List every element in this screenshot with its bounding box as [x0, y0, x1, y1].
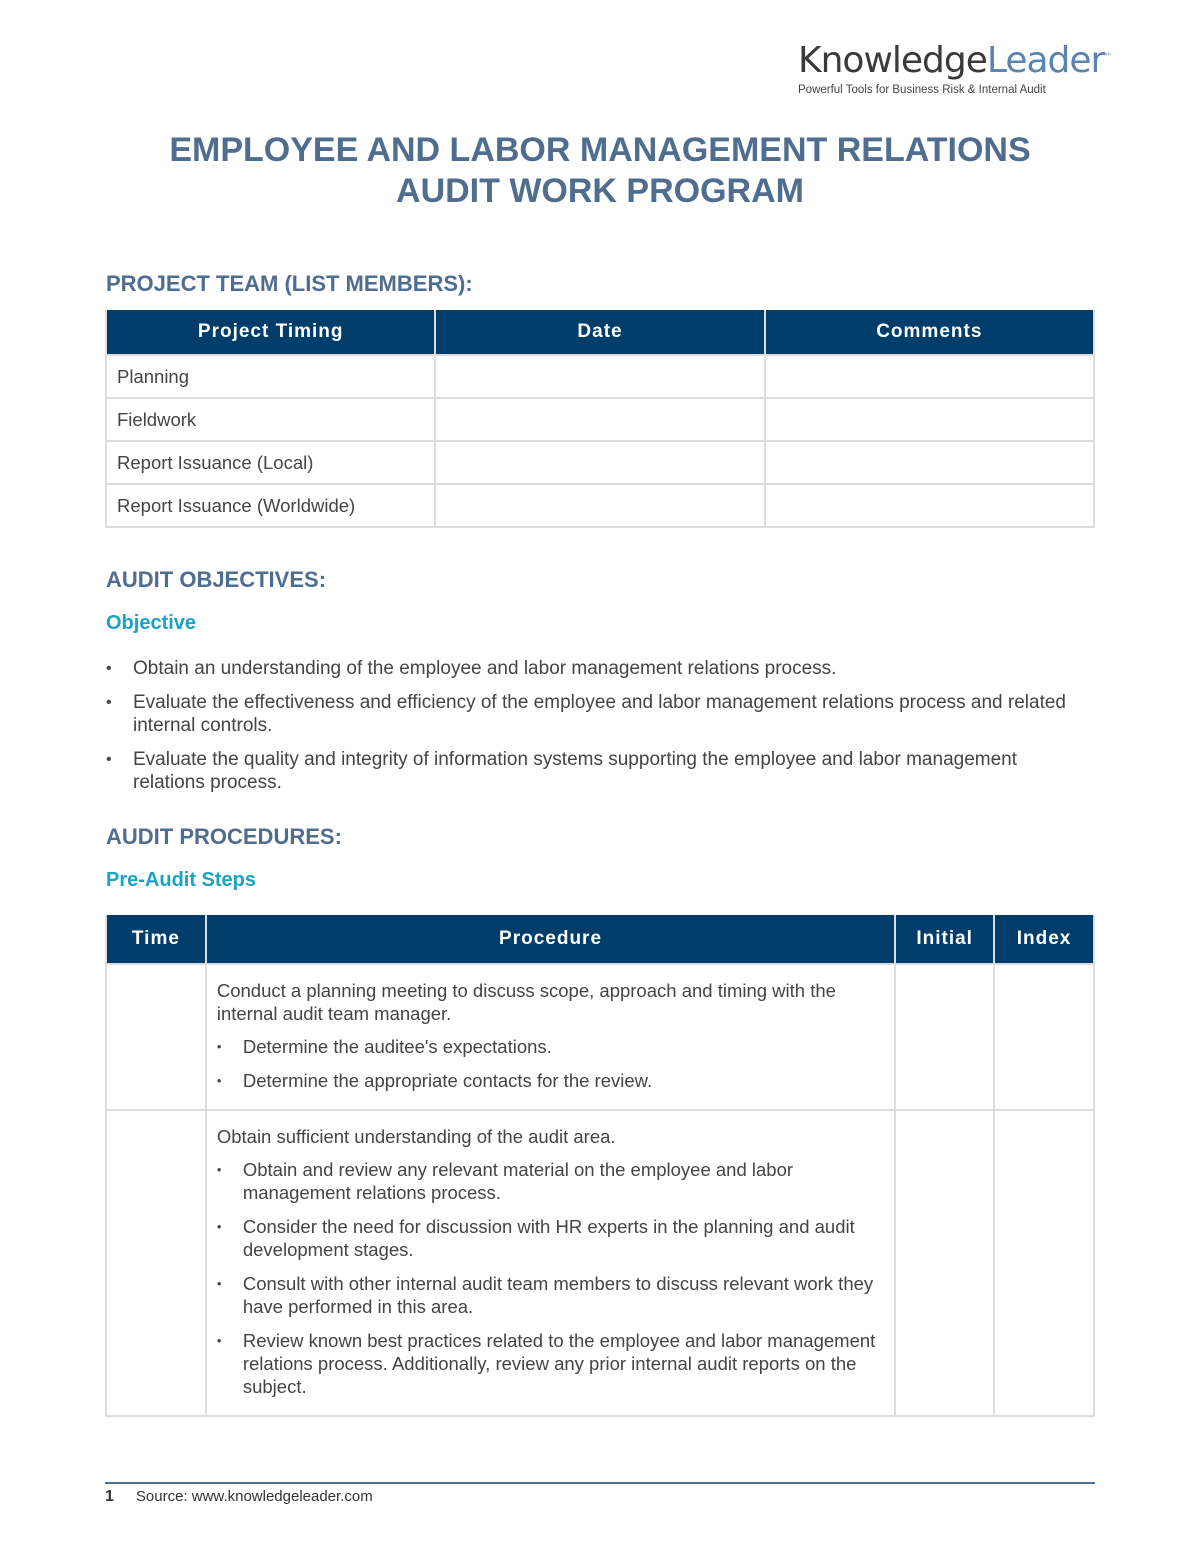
table-cell: Report Issuance (Worldwide): [106, 484, 435, 527]
procedures-table: [105, 915, 1095, 1417]
project-team-heading: PROJECT TEAM (LIST MEMBERS):: [106, 271, 473, 296]
table-cell[interactable]: [435, 441, 764, 484]
table-cell[interactable]: [435, 398, 764, 441]
index-cell[interactable]: [994, 1110, 1094, 1416]
objective-subheading: Objective: [106, 612, 197, 634]
audit-procedures-heading: AUDIT PROCEDURES:: [106, 824, 342, 849]
table-cell[interactable]: [435, 355, 764, 398]
procedure-lead: Conduct a planning meeting to discuss scope, approach and timing with the internal audit team manager.: [216, 980, 836, 1024]
col-header: Index: [994, 915, 1094, 964]
objectives-list: [106, 657, 1066, 805]
procedure-lead: Obtain sufficient understanding of the audit area.: [216, 1126, 616, 1147]
title-line-2: AUDIT WORK PROGRAM: [396, 172, 804, 210]
time-cell[interactable]: [106, 1110, 206, 1416]
col-header: Comments: [765, 310, 1094, 355]
initial-cell[interactable]: [895, 1110, 994, 1416]
table-row: [106, 398, 1094, 441]
document-title: [0, 130, 1200, 212]
source-text: Source: www.knowledgeleader.com: [135, 1488, 373, 1505]
procedure-row: [106, 964, 1094, 1110]
table-cell: Fieldwork: [106, 398, 435, 441]
initial-cell[interactable]: [895, 964, 994, 1110]
logo-text: Knowledge: [798, 40, 987, 81]
procedure-row: [106, 1110, 1094, 1416]
table-cell: Planning: [106, 355, 435, 398]
table-cell[interactable]: [765, 441, 1094, 484]
procedure-step: • Consult with other internal audit team members to discuss relevant work they have performed in this area.: [217, 1272, 884, 1318]
title-line-1: EMPLOYEE AND LABOR MANAGEMENT RELATIONS: [169, 131, 1031, 169]
logo-tagline: Powerful Tools for Business Risk & Internal Audit: [798, 84, 1046, 96]
knowledgeleader-logo: [798, 36, 1111, 96]
logo-text-blue: Leader: [986, 40, 1105, 81]
table-cell[interactable]: [765, 355, 1094, 398]
procedure-steps: [217, 1035, 884, 1092]
col-header: Time: [106, 915, 206, 964]
procedure-steps: [217, 1158, 884, 1398]
procedure-step: • Determine the appropriate contacts for the review.: [217, 1069, 884, 1092]
procedure-step: • Determine the auditee's expectations.: [217, 1035, 884, 1058]
procedure-step: • Consider the need for discussion with HR experts in the planning and audit development stages.: [217, 1215, 884, 1261]
table-row: [106, 355, 1094, 398]
footer: [105, 1482, 1095, 1506]
table-cell[interactable]: [765, 398, 1094, 441]
table-row: [106, 484, 1094, 527]
objective-item: • Evaluate the quality and integrity of information systems supporting the employee and labor management relations process.: [106, 748, 1066, 794]
table-cell[interactable]: [435, 484, 764, 527]
col-header: Date: [435, 310, 764, 355]
logo-tm: ™: [1104, 52, 1112, 61]
page-number: 1: [105, 1488, 114, 1505]
col-header: Procedure: [206, 915, 895, 964]
table-cell[interactable]: [765, 484, 1094, 527]
objective-item: • Obtain an understanding of the employee and labor management relations process.: [106, 657, 1066, 680]
procedure-step: • Review known best practices related to the employee and labor management relations process. Additionally, review any prior internal audit reports on the subject.: [217, 1329, 884, 1398]
table-cell: Report Issuance (Local): [106, 441, 435, 484]
index-cell[interactable]: [994, 964, 1094, 1110]
project-timing-table: [105, 310, 1095, 528]
pre-audit-subheading: Pre-Audit Steps: [106, 869, 257, 891]
table-row: [106, 441, 1094, 484]
audit-objectives-heading: AUDIT OBJECTIVES:: [106, 567, 327, 592]
col-header: Project Timing: [106, 310, 435, 355]
objective-item: • Evaluate the effectiveness and efficiency of the employee and labor management relations process and related internal controls.: [106, 691, 1066, 737]
procedure-cell: [206, 1110, 895, 1416]
procedure-cell: [206, 964, 895, 1110]
time-cell[interactable]: [106, 964, 206, 1110]
procedure-step: • Obtain and review any relevant material on the employee and labor management relations process.: [217, 1158, 884, 1204]
col-header: Initial: [895, 915, 994, 964]
